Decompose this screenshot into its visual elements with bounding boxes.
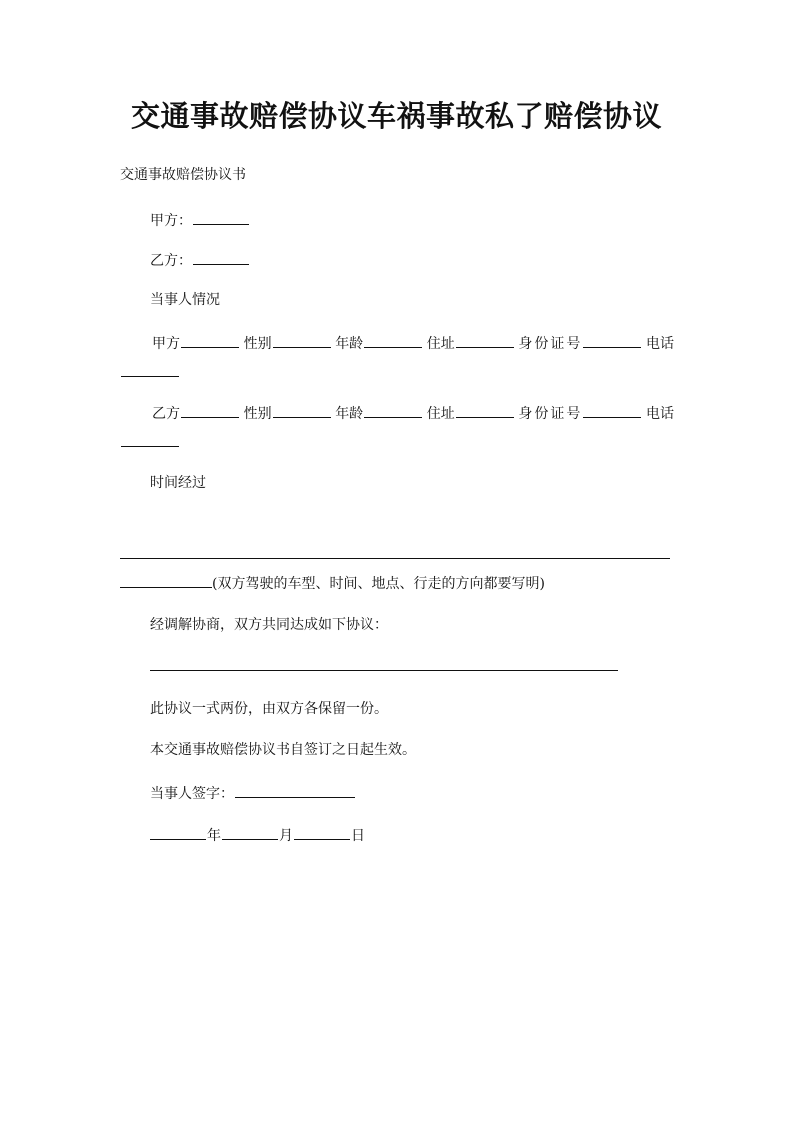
parties-heading: 当事人情况 <box>150 292 220 308</box>
party-a-address-blank[interactable] <box>456 333 514 348</box>
party-a-id-blank[interactable] <box>583 333 641 348</box>
party-a-phone-label: 电话 <box>645 336 674 352</box>
signature-label: 当事人签字： <box>150 786 234 802</box>
agreement-content-rule[interactable] <box>150 670 618 671</box>
party-b-name-blank[interactable] <box>181 403 239 418</box>
party-a-details <box>152 333 674 354</box>
party-a-prefix: 甲方 <box>152 336 180 352</box>
copies-text: 此协议一式两份，由双方各保留一份。 <box>150 701 388 717</box>
party-b-details <box>152 403 674 424</box>
party-a-gender-blank[interactable] <box>273 333 331 348</box>
party-a-line <box>150 210 250 231</box>
date-month-label: 月 <box>279 828 293 844</box>
date-year-label: 年 <box>207 828 221 844</box>
party-a-phone-blank[interactable] <box>121 362 179 377</box>
party-a-id-label: 身份证号 <box>518 336 583 352</box>
party-b-id-label: 身份证号 <box>518 406 583 422</box>
date-day-blank[interactable] <box>294 825 350 840</box>
party-a-name-blank[interactable] <box>181 333 239 348</box>
party-a-phone-line <box>120 362 180 383</box>
party-b-age-blank[interactable] <box>364 403 422 418</box>
party-b-prefix: 乙方 <box>152 406 180 422</box>
party-b-phone-line <box>120 432 180 453</box>
party-b-address-label: 住址 <box>426 406 455 422</box>
party-b-phone-label: 电话 <box>645 406 674 422</box>
signature-blank[interactable] <box>235 783 355 798</box>
date-line <box>150 825 365 846</box>
party-b-age-label: 年龄 <box>335 406 364 422</box>
date-day-label: 日 <box>351 828 365 844</box>
effective-text: 本交通事故赔偿协议书自签订之日起生效。 <box>150 742 416 758</box>
party-a-age-label: 年龄 <box>335 336 364 352</box>
party-b-address-blank[interactable] <box>456 403 514 418</box>
date-month-blank[interactable] <box>222 825 278 840</box>
time-note: (双方驾驶的车型、时间、地点、行走的方向都要写明) <box>212 576 545 592</box>
party-b-id-blank[interactable] <box>583 403 641 418</box>
party-b-gender-label: 性别 <box>243 406 272 422</box>
document-subtitle: 交通事故赔偿协议书 <box>120 167 246 183</box>
date-year-blank[interactable] <box>150 825 206 840</box>
party-b-phone-blank[interactable] <box>121 432 179 447</box>
time-heading: 时间经过 <box>150 475 206 491</box>
time-description-blank[interactable] <box>120 573 212 588</box>
party-b-blank[interactable] <box>193 250 249 265</box>
time-note-line <box>120 573 545 594</box>
page-title: 交通事故赔偿协议车祸事故私了赔偿协议 <box>130 99 662 133</box>
signature-line <box>150 783 356 804</box>
party-b-label: 乙方： <box>150 253 192 269</box>
party-a-age-blank[interactable] <box>364 333 422 348</box>
party-a-blank[interactable] <box>193 210 249 225</box>
party-b-gender-blank[interactable] <box>273 403 331 418</box>
party-a-address-label: 住址 <box>426 336 455 352</box>
party-a-label: 甲方： <box>150 213 192 229</box>
time-description-rule[interactable] <box>120 558 670 559</box>
party-a-gender-label: 性别 <box>243 336 272 352</box>
party-b-line <box>150 250 250 271</box>
mediation-text: 经调解协商，双方共同达成如下协议： <box>150 617 388 633</box>
